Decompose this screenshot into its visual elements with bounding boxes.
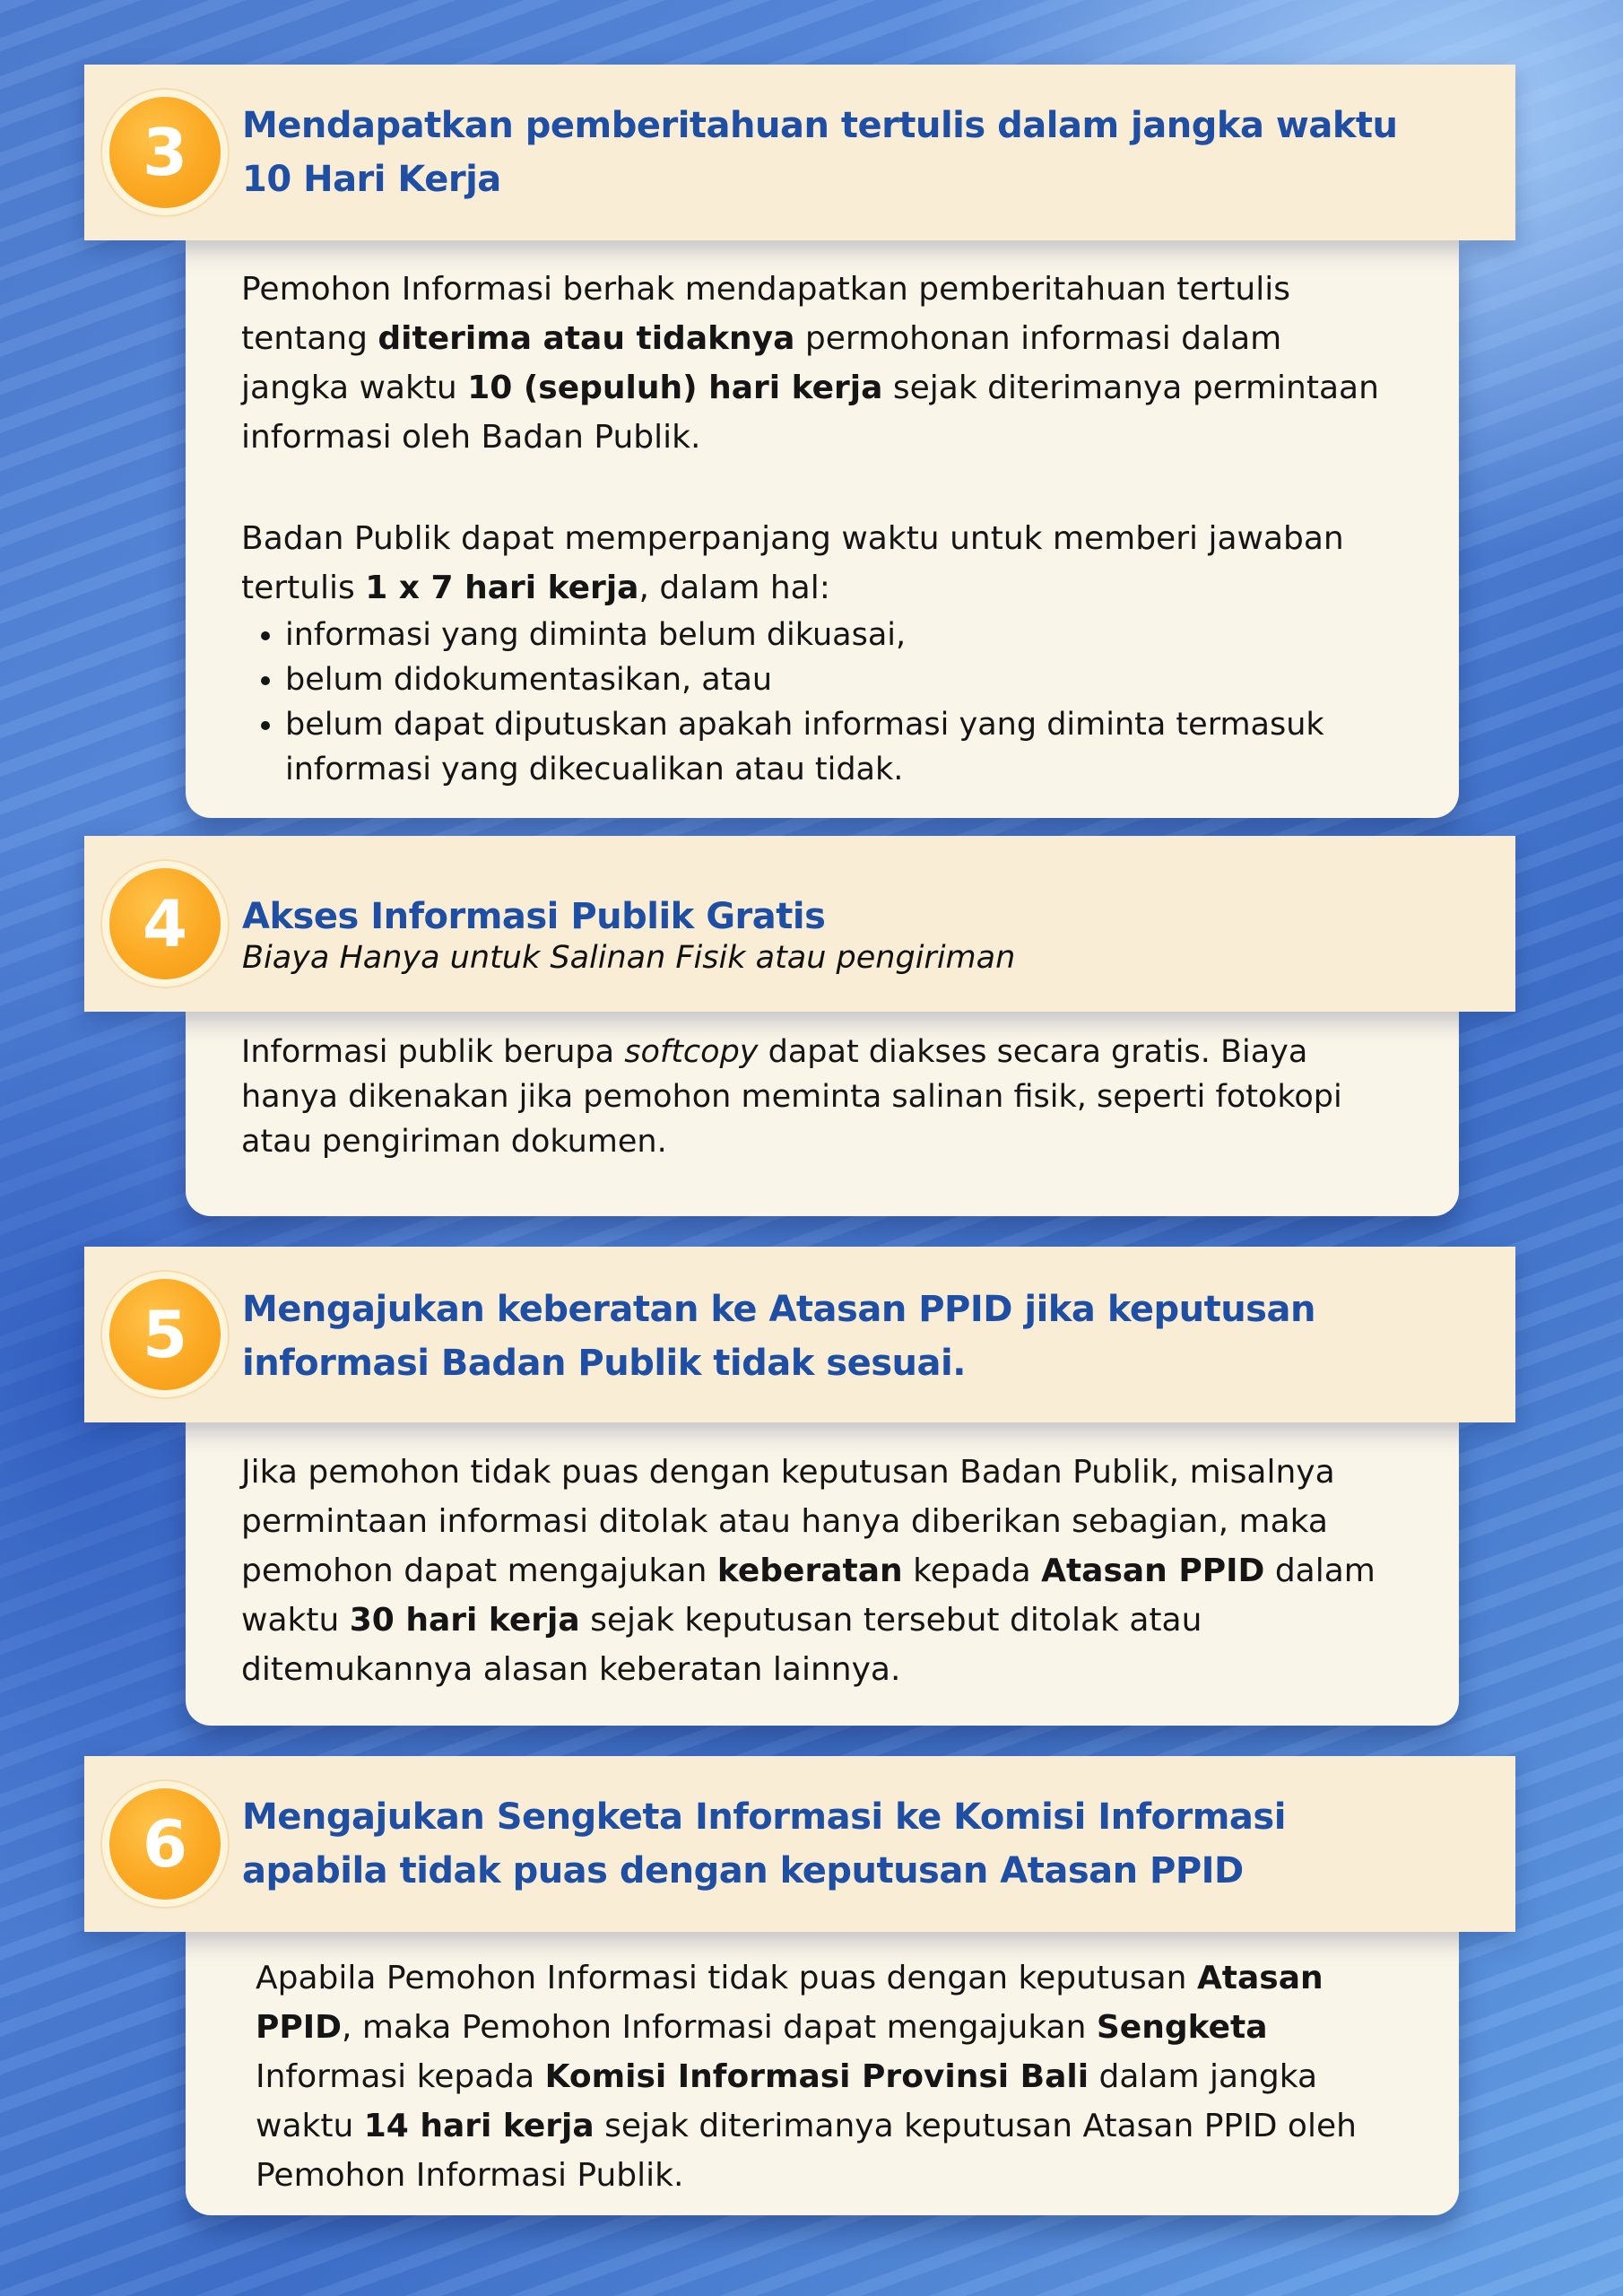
text-run: , maka Pemohon Informasi dapat mengajukan: [342, 2009, 1097, 2046]
text-run: Informasi publik berupa: [241, 1034, 625, 1070]
text-run: Informasi kepada: [256, 2058, 545, 2095]
section-6-paragraph: [256, 1953, 1405, 2200]
emphasis-text: 14 hari kerja: [363, 2108, 595, 2144]
section-3-body: [186, 238, 1459, 818]
text-run: sejak keputusan tersebut ditolak atau ditemukannya alasan keberatan lainnya.: [241, 1602, 1202, 1688]
emphasis-text: 30 hari kerja: [349, 1602, 580, 1639]
section-5-paragraph: [241, 1448, 1387, 1694]
text-run: Pemohon Informasi berhak mendapatkan pemberitahuan tertulis tentang: [241, 271, 1290, 357]
section-6-title: Mengajukan Sengketa Informasi ke Komisi Informasi apabila tidak puas dengan keputusan Atasan PPID: [242, 1796, 1286, 1892]
text-run: dalam jangka waktu: [256, 2058, 1318, 2144]
emphasis-text: Komisi Informasi Provinsi Bali: [544, 2058, 1089, 2095]
emphasis-text: Sengketa: [1096, 2009, 1268, 2046]
step-number-badge: 3: [109, 97, 221, 208]
text-run: Apabila Pemohon Informasi tidak puas dengan keputusan: [256, 1960, 1197, 1996]
text-run: sejak diterimanya keputusan Atasan PPID oleh Pemohon Informasi Publik.: [256, 2108, 1357, 2194]
text-run: dalam waktu: [241, 1552, 1376, 1639]
emphasis-text: 10 (sepuluh) hari kerja: [467, 370, 883, 406]
text-run: Badan Publik dapat memperpanjang waktu untuk memberi jawaban tertulis: [241, 520, 1344, 606]
section-4-header: [84, 836, 1515, 1012]
emphasis-text: 1 x 7 hari kerja: [365, 570, 639, 606]
section-5-title: Mengajukan keberatan ke Atasan PPID jika keputusan informasi Badan Publik tidak sesuai.: [242, 1289, 1315, 1384]
emphasis-text: diterima atau tidaknya: [378, 320, 795, 357]
step-number-badge: 4: [109, 868, 221, 979]
section-5-header: [84, 1247, 1515, 1422]
section-5-body: [186, 1421, 1459, 1726]
text-run: dapat diakses secara gratis. Biaya hanya dikenakan jika pemohon meminta salinan fisik, seperti fotokopi atau pengiriman dokumen.: [241, 1034, 1342, 1160]
list-item: • informasi yang diminta belum dikuasai,: [285, 613, 1387, 657]
list-item: • belum dapat diputuskan apakah informasi yang diminta termasuk informasi yang dikecualikan atau tidak.: [285, 702, 1387, 792]
section-6-body: [186, 1931, 1459, 2215]
section-4-paragraph: [241, 1030, 1396, 1164]
emphasis-text: Atasan PPID: [1041, 1552, 1265, 1589]
section-3-paragraph-2: [241, 514, 1387, 613]
emphasis-text: keberatan: [716, 1552, 903, 1589]
text-run: , dalam hal:: [638, 570, 830, 606]
text-run: kepada: [902, 1552, 1042, 1589]
section-3-title: Mendapatkan pemberitahuan tertulis dalam jangka waktu 10 Hari Kerja: [242, 105, 1398, 200]
section-4-subtitle: Biaya Hanya untuk Salinan Fisik atau pengiriman: [242, 940, 1016, 976]
text-run: permohonan informasi dalam jangka waktu: [241, 320, 1282, 406]
step-number-badge: 5: [109, 1279, 221, 1390]
emphasis-text: Atasan PPID: [256, 1960, 1324, 2046]
section-3-bullet-list: [241, 613, 1387, 792]
section-3-header: [84, 65, 1515, 240]
section-4-body: [186, 1010, 1459, 1216]
list-item: • belum didokumentasikan, atau: [285, 657, 1387, 702]
section-3-paragraph-1: [241, 265, 1387, 462]
italic-text: softcopy: [624, 1034, 759, 1070]
section-6-header: [84, 1756, 1515, 1932]
section-4-title: Akses Informasi Publik Gratis: [242, 896, 826, 937]
step-number-badge: 6: [109, 1788, 221, 1900]
text-run: sejak diterimanya permintaan informasi oleh Badan Publik.: [241, 370, 1379, 456]
text-run: Jika pemohon tidak puas dengan keputusan Badan Publik, misalnya permintaan informasi ditolak atau hanya diberikan sebagian, maka pemohon dapat mengajukan: [241, 1454, 1335, 1589]
